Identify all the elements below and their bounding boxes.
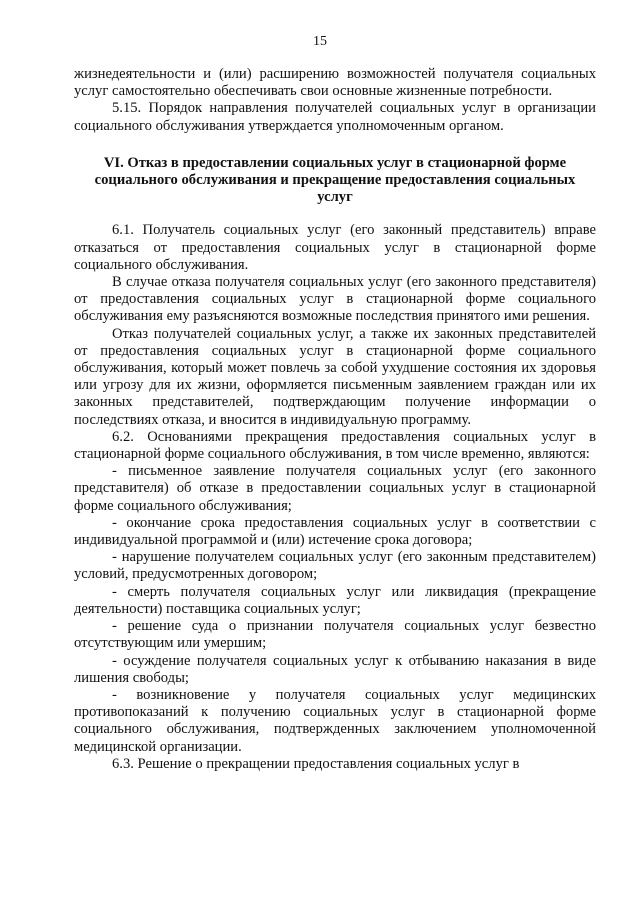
paragraph-refusal-consequences: В случае отказа получателя социальных услуг (его законного представителя) от предоставления социальных услуг в стационарной форме социального обслуживания ему разъясняются возможные последствия принятого ими решения.	[74, 274, 596, 325]
paragraph-6-2: 6.2. Основаниями прекращения предоставления социальных услуг в стационарной форме социального обслуживания, в том числе временно, являются:	[74, 428, 596, 463]
section-heading: VI. Отказ в предоставлении социальных услуг в стационарной форме социального обслуживания и прекращение предоставления социальных услуг	[94, 154, 576, 206]
list-item: - возникновение у получателя социальных услуг медицинских противопоказаний к получению социальных услуг в стационарной форме социального обслуживания, подтвержденных заключением уполномоченной медицинской организации.	[74, 686, 596, 755]
list-item: - письменное заявление получателя социальных услуг (его законного представителя) об отказе в предоставлении социальных услуг в стационарной форме социального обслуживания;	[74, 463, 596, 514]
list-item: - окончание срока предоставления социальных услуг в соответствии с индивидуальной программой и (или) истечение срока договора;	[74, 514, 596, 549]
list-item: - решение суда о признании получателя социальных услуг безвестно отсутствующим или умершим;	[74, 618, 596, 652]
page-number: 15	[313, 34, 327, 49]
paragraph-6-1: 6.1. Получатель социальных услуг (его законный представитель) вправе отказаться от предоставления социальных услуг в стационарной форме социального обслуживания.	[74, 222, 596, 273]
list-item: - нарушение получателем социальных услуг (его законным представителем) условий, предусмотренных договором;	[74, 549, 596, 583]
list-item: - смерть получателя социальных услуг или ликвидация (прекращение деятельности) поставщика социальных услуг;	[74, 583, 596, 617]
list-item: - осуждение получателя социальных услуг к отбыванию наказания в виде лишения свободы;	[74, 652, 596, 686]
document-body	[74, 66, 596, 773]
paragraph-6-3: 6.3. Решение о прекращении предоставления социальных услуг в	[112, 755, 520, 772]
paragraph-refusal-form: Отказ получателей социальных услуг, а также их законных представителей от предоставления социальных услуг в стационарной форме социального обслуживания, который может повлечь за собой ухудшение состояния их здоровья или угрозу для их жизни, оформляется письменным заявлением граждан или их законных представителей, подтверждающим получение информации о последствиях отказа, и вносится в индивидуальную программу.	[74, 325, 596, 428]
paragraph-continuation: жизнедеятельности и (или) расширению возможностей получателя социальных услуг самостоятельно обеспечивать свои основные жизненные потребности.	[74, 66, 596, 100]
paragraph-5-15: 5.15. Порядок направления получателей социальных услуг в организации социального обслуживания утверждается уполномоченным органом.	[74, 100, 596, 134]
